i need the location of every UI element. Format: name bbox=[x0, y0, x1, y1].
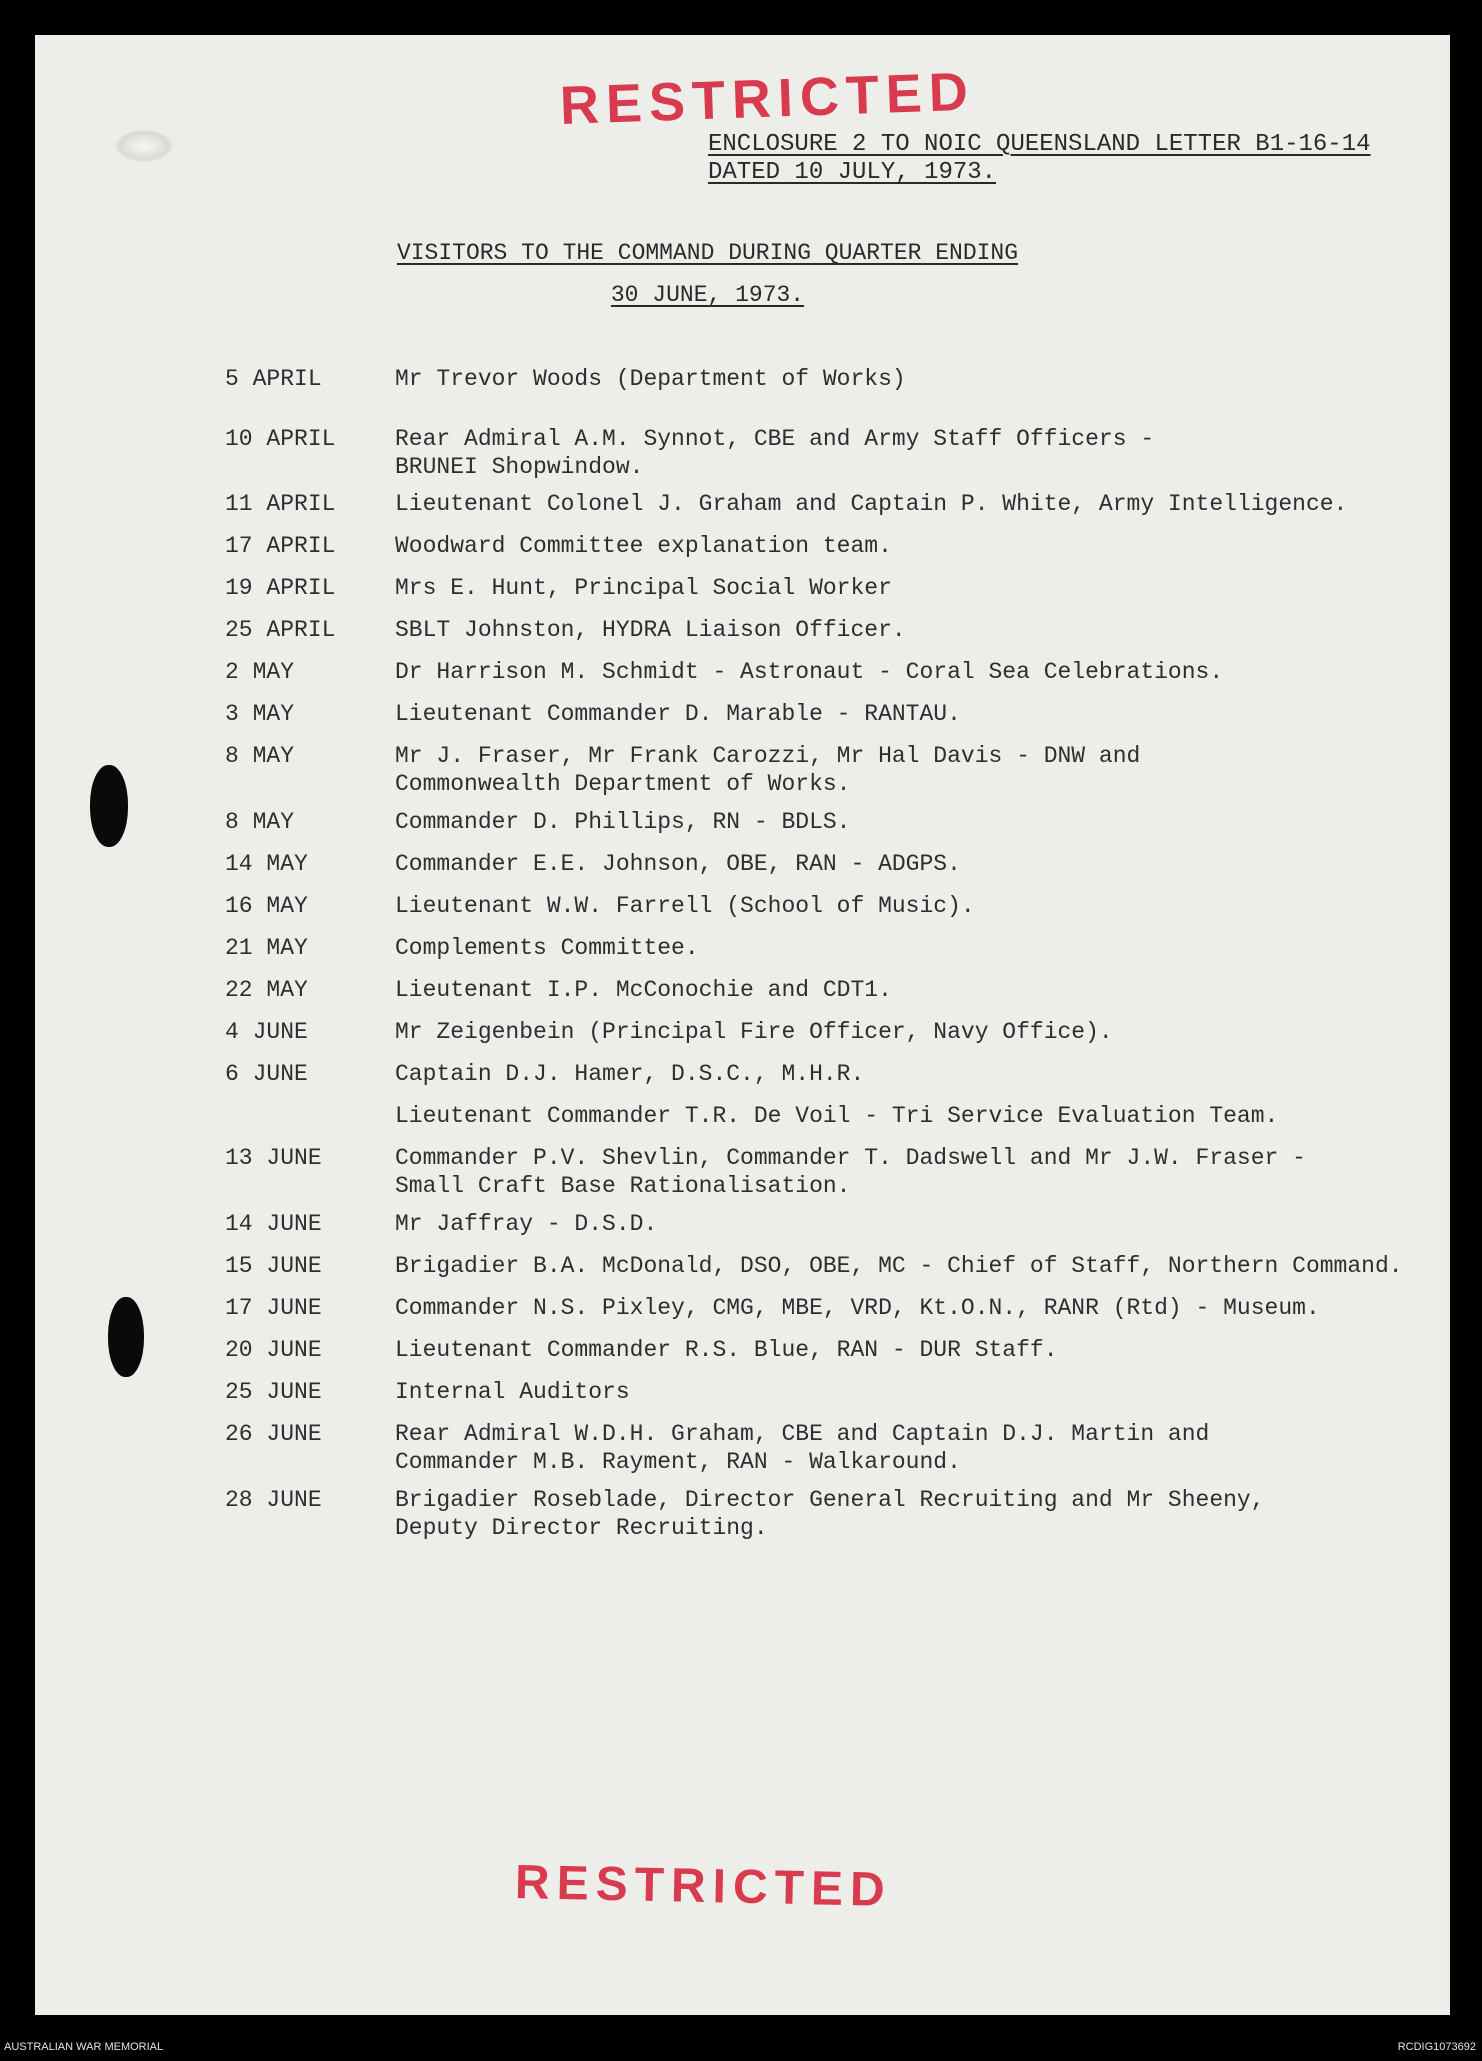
visit-date: 26 JUNE bbox=[225, 1421, 322, 1447]
visit-description: Mr J. Fraser, Mr Frank Carozzi, Mr Hal Davis - DNW and Commonwealth Department of Works. bbox=[395, 743, 1141, 797]
visit-description: Mr Zeigenbein (Principal Fire Officer, Navy Office). bbox=[395, 1019, 1113, 1045]
visit-description: Internal Auditors bbox=[395, 1379, 630, 1405]
visit-date: 4 JUNE bbox=[225, 1019, 308, 1045]
visit-date: 14 JUNE bbox=[225, 1211, 322, 1237]
document-page bbox=[35, 35, 1450, 2015]
visit-date: 11 APRIL bbox=[225, 491, 336, 517]
visit-description: Captain D.J. Hamer, D.S.C., M.H.R. bbox=[395, 1061, 865, 1087]
visit-description: Brigadier B.A. McDonald, DSO, OBE, MC - Chief of Staff, Northern Command. bbox=[395, 1253, 1403, 1279]
visit-description: Mrs E. Hunt, Principal Social Worker bbox=[395, 575, 892, 601]
enclosure-line: ENCLOSURE 2 TO NOIC QUEENSLAND LETTER B1-16-14 bbox=[708, 131, 1371, 158]
visit-description: Lieutenant Commander T.R. De Voil - Tri Service Evaluation Team. bbox=[395, 1103, 1279, 1129]
visit-date: 22 MAY bbox=[225, 977, 308, 1003]
visit-date: 25 JUNE bbox=[225, 1379, 322, 1405]
visit-date: 2 MAY bbox=[225, 659, 295, 685]
visit-description: Complements Committee. bbox=[395, 935, 699, 961]
visit-date: 14 MAY bbox=[225, 851, 308, 877]
enclosure-date: DATED 10 JULY, 1973. bbox=[708, 159, 997, 186]
visit-description: SBLT Johnston, HYDRA Liaison Officer. bbox=[395, 617, 906, 643]
visit-description: Commander E.E. Johnson, OBE, RAN - ADGPS. bbox=[395, 851, 961, 877]
visit-description: Lieutenant Commander R.S. Blue, RAN - DUR Staff. bbox=[395, 1337, 1058, 1363]
punch-hole-lower bbox=[108, 1297, 144, 1377]
visit-description: Mr Trevor Woods (Department of Works) bbox=[395, 366, 906, 392]
visit-date: 19 APRIL bbox=[225, 575, 336, 601]
restricted-stamp-top: RESTRICTED bbox=[558, 61, 976, 136]
visit-description: Lieutenant Commander D. Marable - RANTAU. bbox=[395, 701, 961, 727]
visit-date: 10 APRIL bbox=[225, 426, 336, 452]
visit-date: 5 APRIL bbox=[225, 366, 322, 392]
visit-date: 6 JUNE bbox=[225, 1061, 308, 1087]
visit-date: 13 JUNE bbox=[225, 1145, 322, 1171]
visit-description: Woodward Committee explanation team. bbox=[395, 533, 892, 559]
visit-description: Brigadier Roseblade, Director General Recruiting and Mr Sheeny, Deputy Director Recruiting. bbox=[395, 1487, 1265, 1541]
visit-date: 15 JUNE bbox=[225, 1253, 322, 1279]
document-title-line2: 30 JUNE, 1973. bbox=[610, 282, 805, 308]
visit-description: Rear Admiral W.D.H. Graham, CBE and Captain D.J. Martin and Commander M.B. Rayment, RAN - Walkaround. bbox=[395, 1421, 1210, 1475]
visit-description: Commander N.S. Pixley, CMG, MBE, VRD, Kt.O.N., RANR (Rtd) - Museum. bbox=[395, 1295, 1320, 1321]
restricted-stamp-bottom: RESTRICTED bbox=[514, 1856, 893, 1917]
visit-date: 17 APRIL bbox=[225, 533, 336, 559]
visits-list bbox=[35, 35, 1450, 2015]
visit-description: Commander P.V. Shevlin, Commander T. Dadswell and Mr J.W. Fraser - Small Craft Base Rationalisation. bbox=[395, 1145, 1306, 1199]
visit-description: Lieutenant I.P. McConochie and CDT1. bbox=[395, 977, 892, 1003]
visit-date: 8 MAY bbox=[225, 743, 295, 769]
visit-date: 20 JUNE bbox=[225, 1337, 322, 1363]
visit-date: 17 JUNE bbox=[225, 1295, 322, 1321]
visit-description: Lieutenant W.W. Farrell (School of Music). bbox=[395, 893, 975, 919]
visit-description: Mr Jaffray - D.S.D. bbox=[395, 1211, 658, 1237]
document-title-line1: VISITORS TO THE COMMAND DURING QUARTER ENDING bbox=[396, 240, 1019, 266]
archive-reference-number: RCDIG1073692 bbox=[1397, 2041, 1476, 2053]
visit-description: Rear Admiral A.M. Synnot, CBE and Army Staff Officers - BRUNEI Shopwindow. bbox=[395, 426, 1155, 480]
visit-date: 25 APRIL bbox=[225, 617, 336, 643]
visit-date: 28 JUNE bbox=[225, 1487, 322, 1513]
archive-credit: AUSTRALIAN WAR MEMORIAL bbox=[4, 2041, 164, 2053]
visit-description: Commander D. Phillips, RN - BDLS. bbox=[395, 809, 851, 835]
visit-date: 3 MAY bbox=[225, 701, 295, 727]
visit-date: 16 MAY bbox=[225, 893, 308, 919]
visit-date: 8 MAY bbox=[225, 809, 295, 835]
punch-hole-upper bbox=[90, 765, 128, 847]
visit-description: Dr Harrison M. Schmidt - Astronaut - Coral Sea Celebrations. bbox=[395, 659, 1224, 685]
visit-date: 21 MAY bbox=[225, 935, 308, 961]
visit-description: Lieutenant Colonel J. Graham and Captain P. White, Army Intelligence. bbox=[395, 491, 1348, 517]
